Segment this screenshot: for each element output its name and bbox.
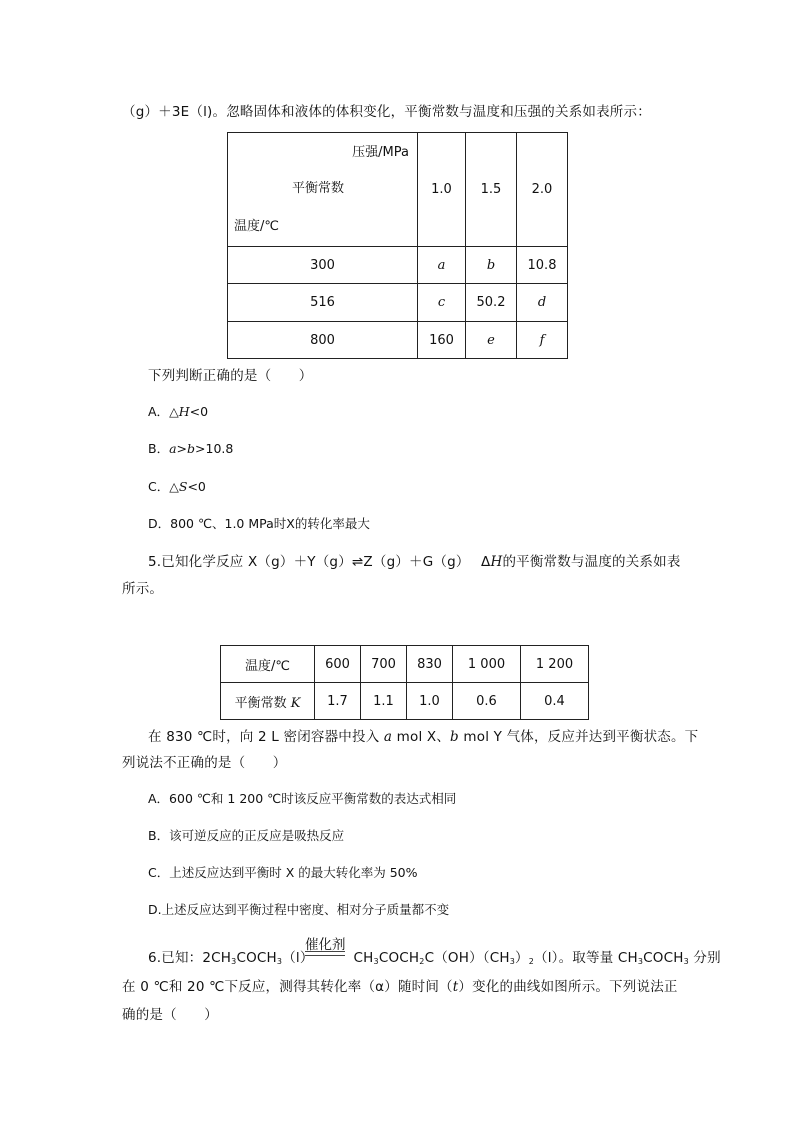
q4-option-c bbox=[148, 477, 206, 495]
q5-option-c: C．上述反应达到平衡时 X 的最大转化率为 50% bbox=[148, 865, 418, 880]
table1-cell: f bbox=[517, 322, 568, 359]
q6-text: （l） bbox=[282, 950, 314, 966]
option-symbol: > bbox=[176, 441, 188, 456]
table2-header-text: 平衡常数 bbox=[234, 695, 287, 711]
table1-temp-cell: 300 bbox=[228, 247, 418, 284]
option-label: C． bbox=[148, 479, 170, 494]
q6-subscript: 3 bbox=[683, 957, 689, 966]
option-symbol: △ bbox=[169, 404, 179, 419]
q5-variable: a bbox=[383, 729, 393, 745]
q6-text: （l）。取等量 CH bbox=[534, 950, 638, 966]
q6-text: ）变化的曲线如图所示。下列说法正 bbox=[458, 979, 678, 995]
option-variable: S bbox=[178, 479, 188, 494]
q5-paragraph-line1 bbox=[148, 725, 698, 745]
q5-text: 在 830 ℃时，向 2 L 密闭容器中投入 bbox=[148, 729, 384, 745]
q6-text: 分别 bbox=[688, 950, 721, 966]
option-label: B． bbox=[148, 441, 170, 456]
q6-variable: t bbox=[452, 979, 459, 995]
table1-header-pressure: 压强/MPa bbox=[352, 145, 409, 160]
q5-text: 5.已知化学反应 X（g）＋Y（g）⇌Z（g）＋G（g） Δ bbox=[148, 554, 491, 570]
table2-header-variable: K bbox=[290, 695, 301, 711]
q6-subscript: 3 bbox=[373, 957, 379, 966]
table2-temp: 600 bbox=[315, 646, 361, 683]
q4-option-d bbox=[148, 514, 370, 532]
q5-text: mol X、 bbox=[392, 729, 451, 745]
q5-stem-line2: 所示。 bbox=[122, 581, 164, 597]
q6-subscript: 2 bbox=[528, 957, 534, 966]
q4-option-a bbox=[148, 402, 208, 420]
q5-text: mol Y 气体，反应并达到平衡状态。下 bbox=[458, 729, 699, 745]
q6-text: CH bbox=[353, 950, 374, 966]
table1-cell: 50.2 bbox=[466, 284, 517, 322]
q6-text: C（OH）（CH bbox=[424, 950, 510, 966]
catalyst-label: 催化剂 bbox=[305, 937, 346, 953]
table2-value: 1.1 bbox=[361, 683, 407, 720]
table1-header-temperature: 温度/℃ bbox=[234, 219, 279, 234]
option-label: D． bbox=[148, 516, 171, 531]
option-variable: a bbox=[169, 441, 177, 456]
q6-text: 6.已知：2CH bbox=[148, 950, 232, 966]
q6-stem-line2 bbox=[122, 975, 678, 995]
table2-value: 1.7 bbox=[315, 683, 361, 720]
table1-diagonal-header bbox=[228, 133, 418, 247]
table1-cell: c bbox=[418, 284, 466, 322]
option-text: <0 bbox=[189, 404, 209, 419]
intro-line: （g）＋3E（l)。忽略固体和液体的体积变化，平衡常数与温度和压强的关系如表所示： bbox=[122, 104, 651, 120]
q5-variable: H bbox=[490, 554, 503, 570]
table2-temp: 700 bbox=[361, 646, 407, 683]
q5-option-d: D.上述反应达到平衡过程中密度、相对分子质量都不变 bbox=[148, 902, 450, 917]
option-label: A． bbox=[148, 404, 170, 419]
q4-stem: 下列判断正确的是（ ） bbox=[148, 368, 313, 384]
q6-subscript: 3 bbox=[637, 957, 644, 966]
q6-text: ） bbox=[515, 950, 529, 966]
option-text: >10.8 bbox=[195, 441, 234, 456]
q6-subscript: 2 bbox=[419, 957, 425, 966]
table1-cell: b bbox=[466, 247, 517, 284]
table2-header-constant bbox=[221, 683, 315, 720]
option-variable: H bbox=[178, 404, 190, 419]
q5-text: 的平衡常数与温度的关系如表 bbox=[502, 554, 681, 570]
q5-paragraph-line2: 列说法不正确的是（ ） bbox=[122, 755, 287, 771]
option-variable: b bbox=[187, 441, 196, 456]
q6-stem-line1 bbox=[148, 946, 721, 966]
table1-cell: 160 bbox=[418, 322, 466, 359]
table2-value: 0.4 bbox=[521, 683, 589, 720]
table1-pressure-3: 2.0 bbox=[517, 133, 568, 247]
table1-cell: a bbox=[418, 247, 466, 284]
q6-subscript: 3 bbox=[231, 957, 237, 966]
table1-cell: e bbox=[466, 322, 517, 359]
table2-value: 1.0 bbox=[407, 683, 453, 720]
q6-text: COCH bbox=[643, 950, 684, 966]
option-text: 800 ℃、1.0 MPa时X的转化率最大 bbox=[170, 516, 370, 531]
equilibrium-table-temperature bbox=[220, 645, 589, 720]
q5-option-a: A．600 ℃和 1 200 ℃时该反应平衡常数的表达式相同 bbox=[148, 791, 457, 806]
table1-cell: d bbox=[517, 284, 568, 322]
q6-text: COCH bbox=[236, 950, 277, 966]
q6-stem-line3: 确的是（ ） bbox=[122, 1007, 218, 1023]
table2-temp: 1 000 bbox=[453, 646, 521, 683]
table1-header-constant: 平衡常数 bbox=[292, 181, 345, 196]
table1-pressure-1: 1.0 bbox=[418, 133, 466, 247]
table1-pressure-2: 1.5 bbox=[466, 133, 517, 247]
q5-variable: b bbox=[450, 729, 459, 745]
option-text: <0 bbox=[187, 479, 206, 494]
q5-stem-line1 bbox=[148, 550, 681, 570]
q4-option-b bbox=[148, 439, 233, 457]
q5-option-b: B．该可逆反应的正反应是吸热反应 bbox=[148, 828, 345, 843]
q6-text: COCH bbox=[378, 950, 420, 966]
table2-value: 0.6 bbox=[453, 683, 521, 720]
table1-temp-cell: 516 bbox=[228, 284, 418, 322]
table2-temp: 830 bbox=[407, 646, 453, 683]
table2-temp: 1 200 bbox=[521, 646, 589, 683]
option-symbol: △ bbox=[169, 479, 179, 494]
table2-header-temperature: 温度/℃ bbox=[221, 646, 315, 683]
q6-subscript: 3 bbox=[509, 957, 515, 966]
equilibrium-table-pressure bbox=[227, 132, 568, 359]
q6-text: 在 0 ℃和 20 ℃下反应，测得其转化率（α）随时间（ bbox=[122, 979, 453, 995]
q6-subscript: 3 bbox=[276, 957, 283, 966]
table1-cell: 10.8 bbox=[517, 247, 568, 284]
table1-temp-cell: 800 bbox=[228, 322, 418, 359]
